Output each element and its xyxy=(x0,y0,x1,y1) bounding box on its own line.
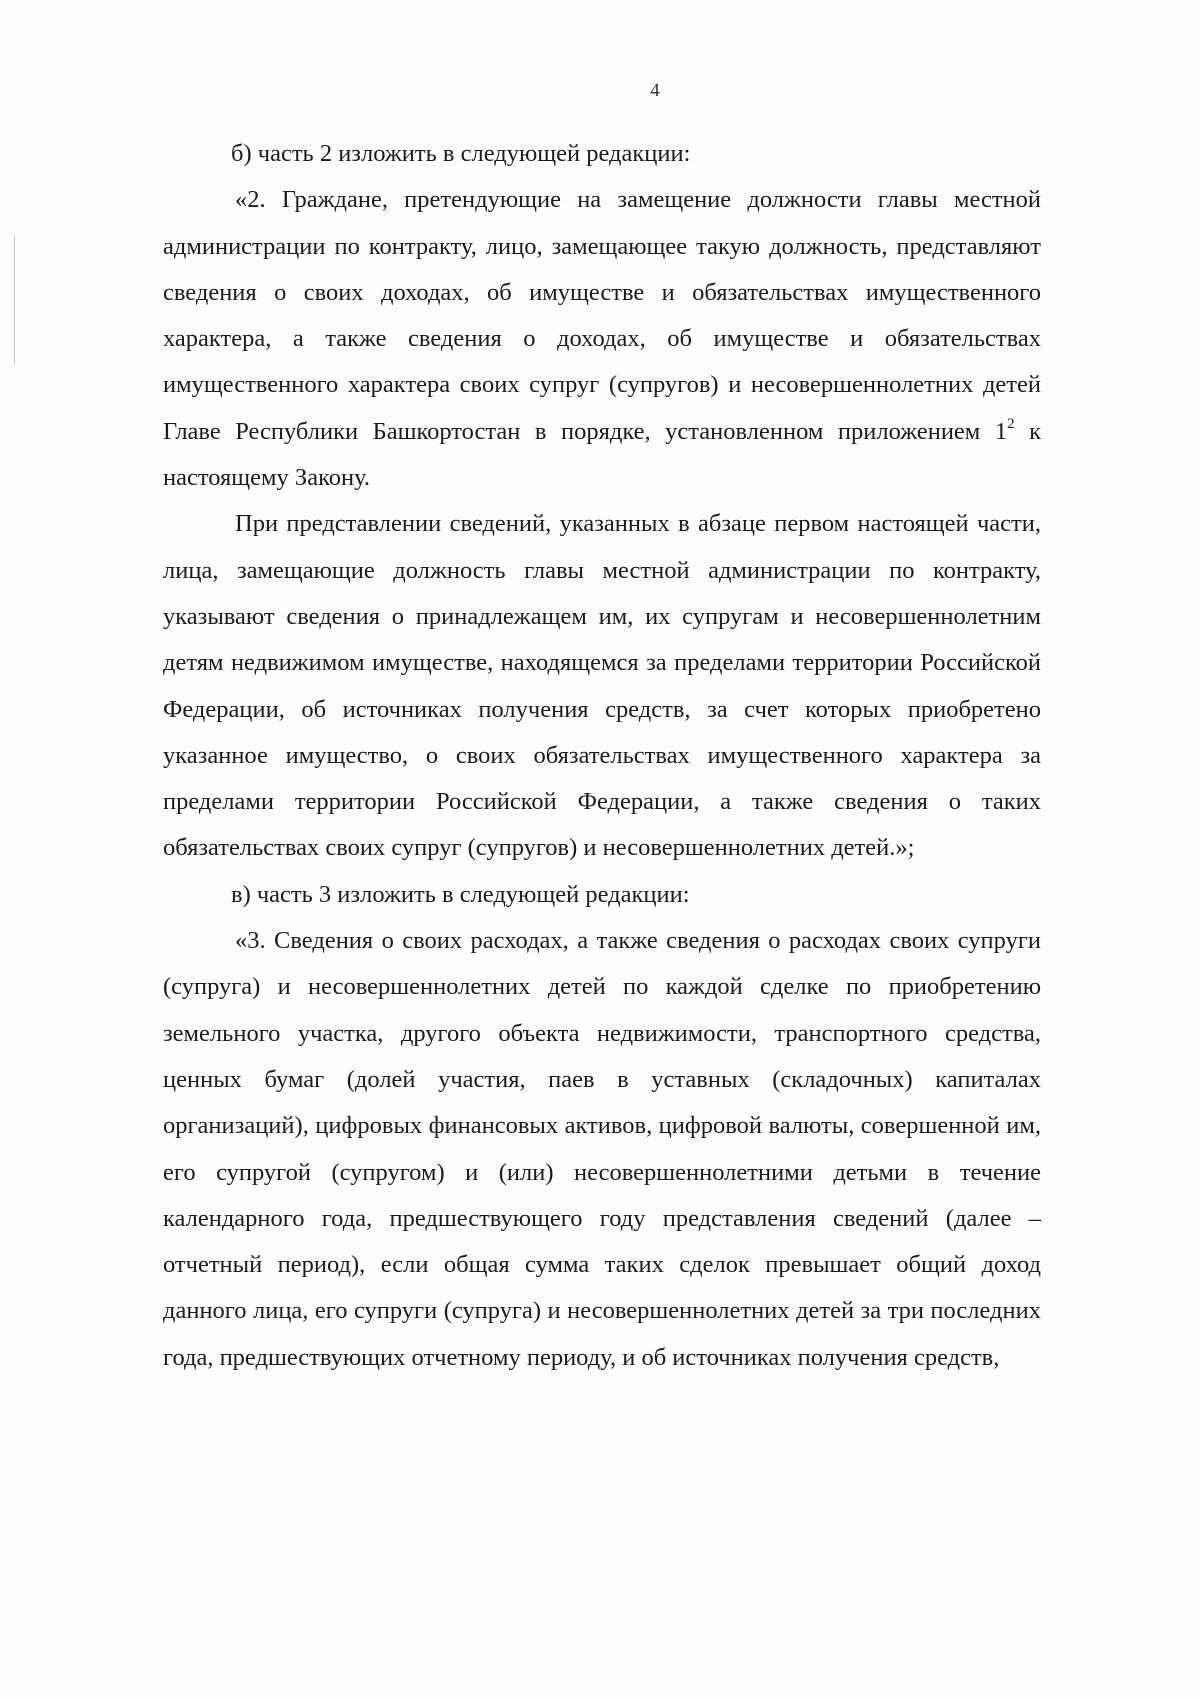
paragraph-part-3: «3. Сведения о своих расходах, а также сведения о расходах своих супруги (супруга) и несовершеннолетних детей по каждой сделке по приобретению земельного участка, другого объекта недвижимости, транспортного средства, ценных бумаг (долей участия, паев в уставных (складочных) капиталах организаций), цифровых финансовых активов, цифровой валюты, совершенной им, его супругой (супругом) и (или) несовершеннолетними детьми в течение календарного года, предшествующего году представления сведений (далее – отчетный период), если общая сумма таких сделок превышает общий доход данного лица, его супруги (супруга) и несовершеннолетних детей за три последних года, предшествующих отчетному периоду, и об источниках получения средств, xyxy=(163,927,1041,1371)
appendix-superscript: 2 xyxy=(1007,415,1015,432)
paragraph-amendment-b: б) часть 2 изложить в следующей редакции: xyxy=(231,140,691,167)
page-number: 4 xyxy=(650,80,660,101)
paragraph-amendment-v: в) часть 3 изложить в следующей редакции: xyxy=(231,880,690,908)
paragraph-part-2-text: «2. Граждане, претендующие на замещение должности главы местной администрации по контракту, лицо, замещающее такую должность, представляют сведения о своих доходах, об имуществе и обязательствах имущественного характера, а также сведения о доходах, об имуществе и обязательствах имущественного характера своих супруг (супругов) и несовершеннолетних детей Главе Республики Башкортостан в порядке, установленном приложением 1 xyxy=(163,186,1041,445)
paragraph-part-2-second: При представлении сведений, указанных в абзаце первом настоящей части, лица, замещающие должность главы местной администрации по контракту, указывают сведения о принадлежащем им, их супругам и несовершеннолетним детям недвижимом имуществе, находящемся за пределами территории Российской Федерации, об источниках получения средств, за счет которых приобретено указанное имущество, о своих обязательствах имущественного характера за пределами территории Российской Федерации, а также сведения о таких обязательствах своих супруг (супругов) и несовершеннолетних детей.»; xyxy=(163,510,1041,862)
document-body xyxy=(163,131,1041,1381)
paragraph-part-2 xyxy=(163,177,1041,501)
paragraph-part-2-ending: к настоящему Закону. xyxy=(163,417,1041,492)
scan-edge-mark xyxy=(14,235,15,365)
